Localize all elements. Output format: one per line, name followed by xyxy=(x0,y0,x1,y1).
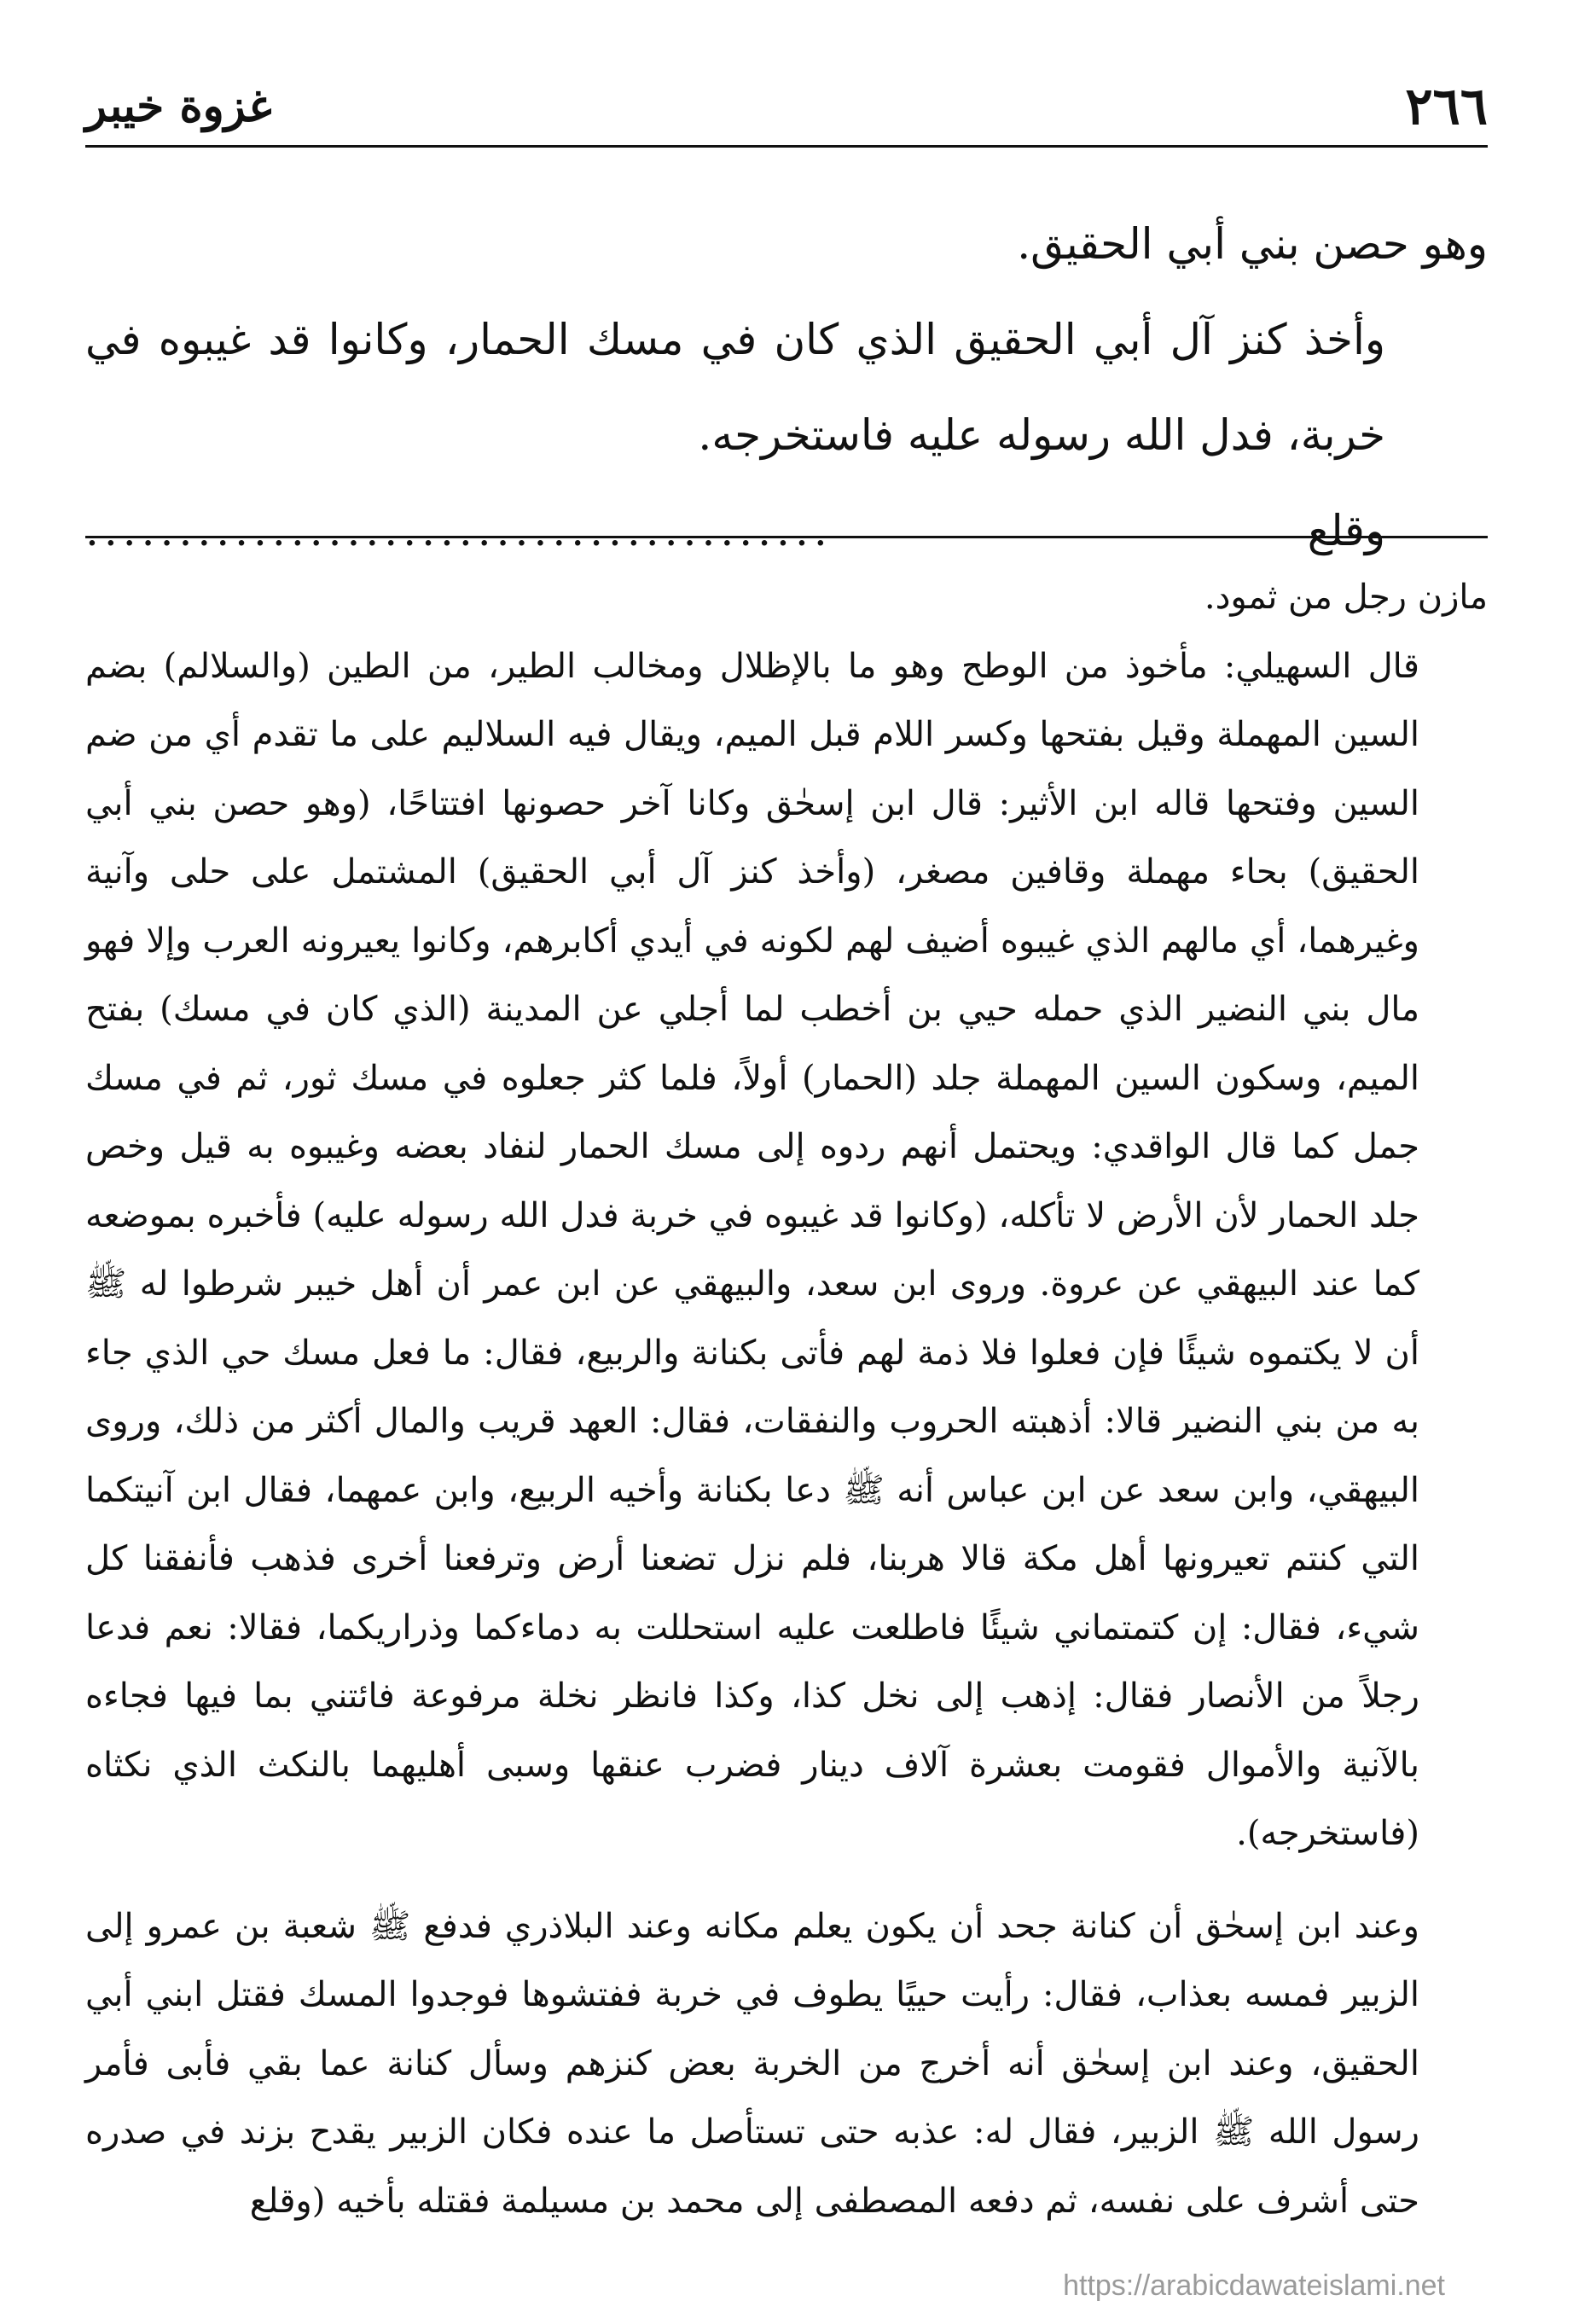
commentary-paragraph: وعند ابن إسحٰق أن كنانة جحد أن يكون يعلم مكانه وعند البلاذري فدفع ﷺ شعبة بن عمرو إلى الزبير فمسه بعذاب، فقال: رأيت حييًا يطوف في خربة ففتشوها فوجدوا المسك فقتل ابني أبي الحقيق، وعند ابن إسحٰق أنه أخرج من الخربة بعض كنزهم وسأل كنانة عما بقي فأبى فأمر رسول الله ﷺ الزبير، فقال له: عذبه حتى تستأصل ما عنده فكان الزبير يقدح بزند في صدره حتى أشرف على نفسه، ثم دفعه المصطفى إلى محمد بن مسيلمة فقتله بأخيه (وقلع xyxy=(85,1906,1420,2221)
continuation-word: وقلع xyxy=(1307,506,1385,555)
main-text xyxy=(85,196,1488,578)
commentary xyxy=(85,563,1488,2235)
page-number: ٢٦٦ xyxy=(1405,77,1488,137)
continuation-dots: ........................................ xyxy=(85,506,833,555)
page-header xyxy=(85,68,1488,145)
watermark-url: https://arabicdawateislami.net xyxy=(1063,2269,1445,2302)
main-text-paragraph: وأخذ كنز آل أبي الحقيق الذي كان في مسك الحمار، وكانوا قد غيبوه في خربة، فدل الله رسوله عليه فاستخرجه. xyxy=(85,315,1385,460)
commentary-divider xyxy=(85,536,1488,538)
commentary-paragraph: قال السهيلي: مأخوذ من الوطح وهو ما بالإظلال ومخالب الطير، من الطين (والسلالم) بضم السين المهملة وقيل بفتحها وكسر اللام قبل الميم، ويقال فيه السلاليم على ما تقدم أي من ضم السين وفتحها قاله ابن الأثير: قال ابن إسحٰق وكانا آخر حصونها افتتاحًا، (وهو حصن بني أبي الحقيق) بحاء مهملة وقافين مصغر، (وأخذ كنز آل أبي الحقيق) المشتمل على حلى وآنية وغيرهما، أي مالهم الذي غيبوه أضيف لهم لكونه في أيدي أكابرهم، وكانوا يعيرونه العرب وإلا فهو مال بني النضير الذي حمله حيي بن أخطب لما أجلي عن المدينة (الذي كان في مسك) بفتح الميم، وسكون السين المهملة جلد (الحمار) أولاً، فلما كثر جعلوه في مسك ثور، ثم في مسك جمل كما قال الواقدي: ويحتمل أنهم ردوه إلى مسك الحمار لنفاد بعضه وغيبوه به قيل وخص جلد الحمار لأن الأرض لا تأكله، (وكانوا قد غيبوه في خربة فدل الله رسوله عليه) فأخبره بموضعه كما عند البيهقي عن عروة. وروى ابن سعد، والبيهقي عن ابن عمر أن أهل خيبر شرطوا له ﷺ أن لا يكتموه شيئًا فإن فعلوا فلا ذمة لهم فأتى بكنانة والربيع، فقال: ما فعل مسك حي الذي جاء به من بني النضير قالا: أذهبته الحروب والنفقات، فقال: العهد قريب والمال أكثر من ذلك، وروى البيهقي، وابن سعد عن ابن عباس أنه ﷺ دعا بكنانة وأخيه الربيع، وابن عمهما، فقال ابن آنيتكما التي كنتم تعيرونها أهل مكة قالا هربنا، فلم نزل تضعنا أرض وترفعنا أخرى فذهب فأنفقنا كل شيء، فقال: إن كتمتماني شيئًا فاطلعت عليه استحللت به دماءكما وذراريكما، فقالا: نعم فدعا رجلاً من الأنصار فقال: إذهب إلى نخل كذا، وكذا فانظر نخلة مرفوعة فائتني بما فيها فجاءه بالآنية والأموال فقومت بعشرة آلاف دينار فضرب عنقها وسبى أهليهما بالنكث الذي نكثاه (فاستخرجه). xyxy=(85,646,1420,1853)
running-title: غزوة خيبر xyxy=(85,80,272,132)
commentary-paragraph: مازن رجل من ثمود. xyxy=(1204,578,1488,617)
header-rule xyxy=(85,145,1488,148)
main-text-line: وهو حصن بني أبي الحقيق. xyxy=(1017,219,1488,269)
